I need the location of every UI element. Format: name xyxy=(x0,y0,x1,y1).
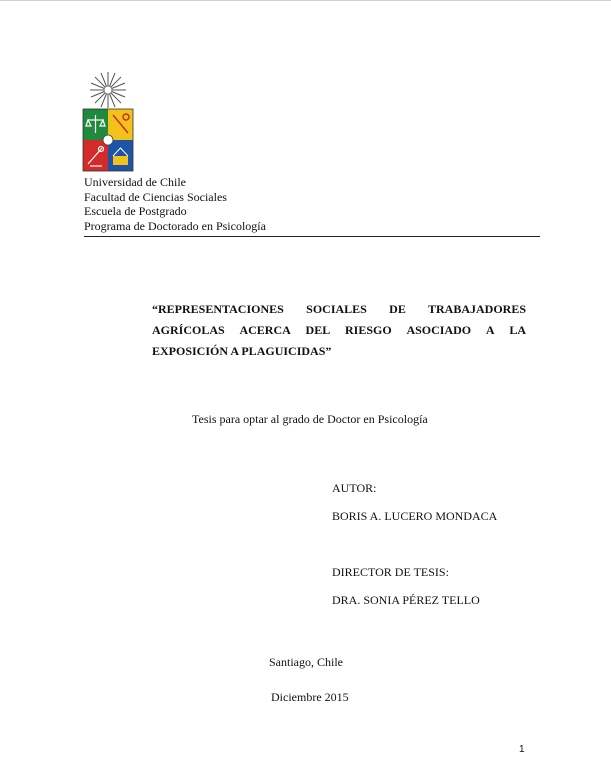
date-text: Diciembre 2015 xyxy=(271,690,349,704)
page-top-edge xyxy=(0,0,611,1)
university-crest-icon xyxy=(82,70,134,172)
program-name: Programa de Doctorado en Psicología xyxy=(84,218,266,233)
director-name: DRA. SONIA PÉREZ TELLO xyxy=(332,593,480,607)
director-label: DIRECTOR DE TESIS: xyxy=(332,565,449,579)
university-name: Universidad de Chile xyxy=(84,175,186,189)
author-name: BORIS A. LUCERO MONDACA xyxy=(332,509,498,523)
institution-block xyxy=(84,175,266,233)
school-name: Escuela de Postgrado xyxy=(84,204,187,218)
degree-statement: Tesis para optar al grado de Doctor en Psicología xyxy=(192,412,428,426)
author-label: AUTOR: xyxy=(332,481,377,495)
header-divider xyxy=(84,236,540,237)
page-number: 1 xyxy=(519,744,525,755)
faculty-name: Facultad de Ciencias Sociales xyxy=(84,189,227,204)
thesis-title: “REPRESENTACIONES SOCIALES DE TRABAJADORES AGRÍCOLAS ACERCA DEL RIESGO ASOCIADO A LA EXPOSICIÓN A PLAGUICIDAS” xyxy=(152,302,526,358)
place-text: Santiago, Chile xyxy=(269,655,343,669)
